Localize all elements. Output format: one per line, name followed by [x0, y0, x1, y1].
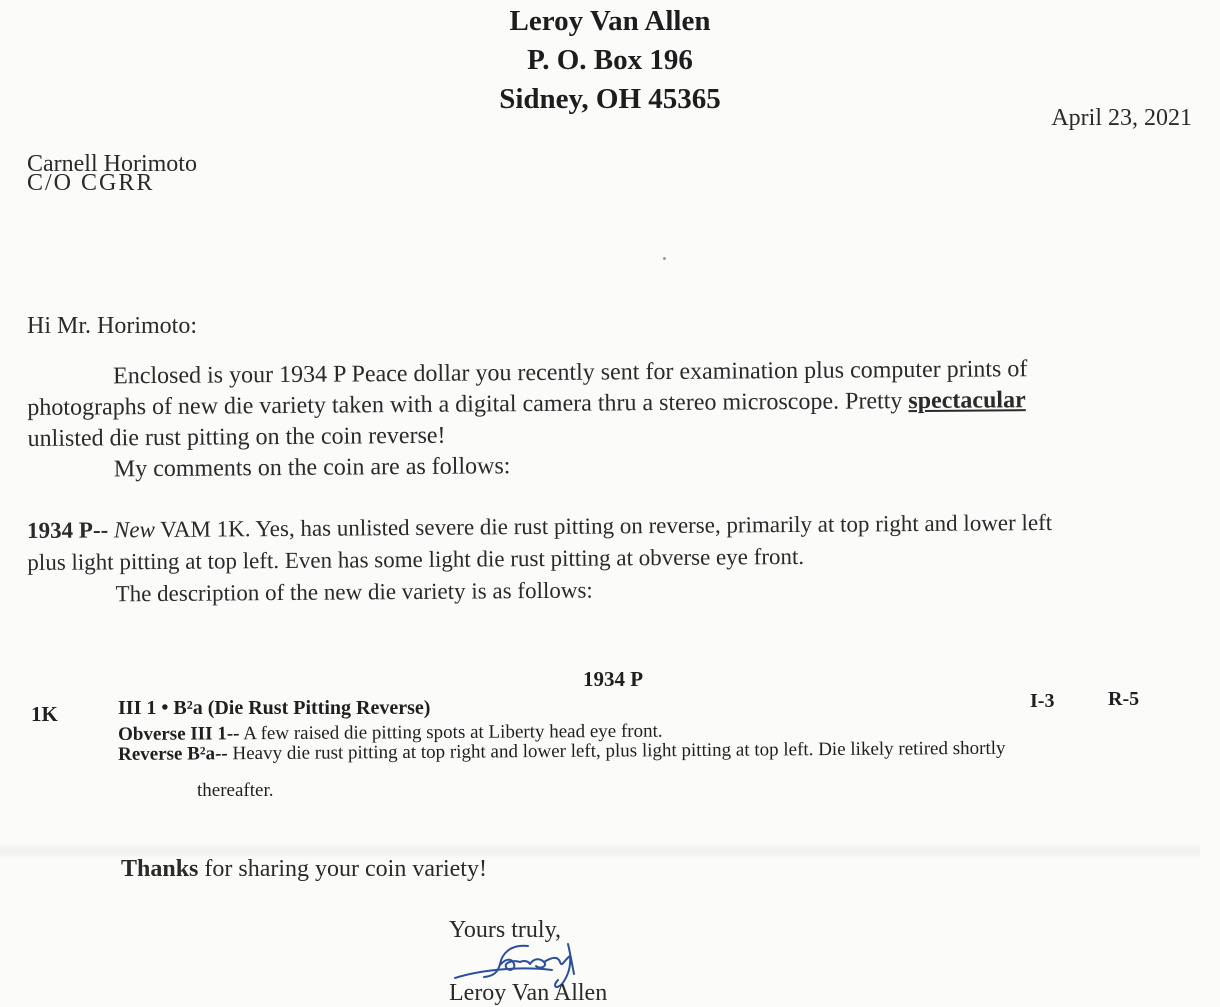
p2-lead-italic: New	[113, 516, 155, 543]
variety-code: 1K	[31, 702, 58, 726]
obverse-label: Obverse III 1--	[118, 723, 240, 745]
p2-line2: plus light pitting at top left. Even has some light die rust pitting at obverse eye front.	[27, 543, 805, 575]
reverse-label: Reverse B²a--	[118, 743, 228, 765]
thanks-line	[121, 856, 487, 883]
letter-date: April 23, 2021	[1051, 105, 1192, 131]
recipient-name: Carnell Horimoto	[27, 151, 197, 177]
thanks-rest: for sharing your coin variety!	[198, 856, 487, 882]
p2-line3: The description of the new die variety is as follows:	[115, 577, 593, 607]
recipient-line2-text: C/O CGRR	[27, 170, 155, 196]
reverse-description-cont: thereafter.	[197, 780, 274, 801]
sender-po-box: P. O. Box 196	[527, 44, 693, 76]
p2-line1-rest: VAM 1K. Yes, has unlisted severe die rust pitting on reverse, primarily at top right and lower left	[154, 509, 1053, 542]
interest-rating: I-3	[1030, 690, 1055, 712]
p1-line3: unlisted die rust pitting on the coin reverse!	[27, 422, 446, 452]
p1-line1: Enclosed is your 1934 P Peace dollar you recently sent for examination plus computer prints of	[113, 356, 1028, 390]
p2-lead-bold: 1934 P--	[27, 517, 109, 543]
p1-line2-text: photographs of new die variety taken with a digital camera thru a stereo microscope. Pretty	[27, 388, 909, 421]
salutation: Hi Mr. Horimoto:	[27, 313, 198, 339]
p1-emphasis: spectacular	[908, 387, 1026, 415]
body-paragraph-1	[27, 353, 1178, 486]
obverse-text: A few raised die pitting spots at Liberty head eye front.	[239, 720, 663, 745]
body-paragraph-2	[27, 506, 1178, 611]
p1-line4: My comments on the coin are as follows:	[113, 453, 511, 483]
letterhead	[0, 2, 1220, 119]
recipient-line2-cut	[27, 170, 157, 196]
variety-title: III 1 • B²a (Die Rust Pitting Reverse)	[118, 697, 431, 719]
signed-name: Leroy Van Allen	[449, 980, 608, 1006]
thanks-bold: Thanks	[121, 856, 199, 882]
sender-name: Leroy Van Allen	[509, 5, 711, 37]
closing: Yours truly,	[449, 917, 562, 943]
paper-speck	[663, 257, 666, 260]
variety-heading: 1934 P	[583, 667, 644, 691]
reverse-text: Heavy die rust pitting at top right and lower left, plus light pitting at top left. Die likely retired shortly	[227, 737, 1006, 765]
sender-city: Sidney, OH 45365	[499, 83, 721, 115]
rarity-rating: R-5	[1108, 688, 1140, 710]
